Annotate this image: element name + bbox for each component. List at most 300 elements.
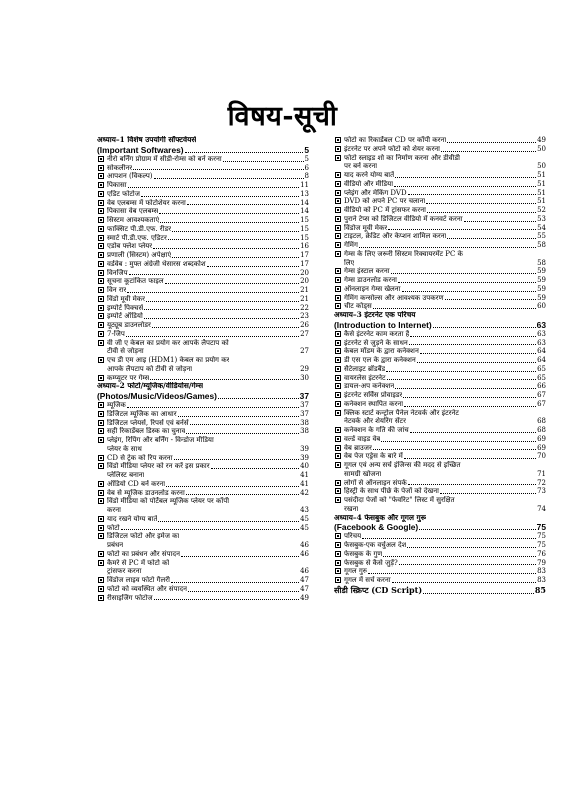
dot-leader bbox=[174, 459, 300, 460]
dot-leader bbox=[440, 493, 536, 494]
page-number: 65 bbox=[537, 373, 546, 382]
toc-entry-text: इंटरनेट पर अपने फोटो को शेयर करना bbox=[344, 144, 440, 153]
page-number: 27 bbox=[300, 329, 309, 338]
checkbox-bullet-icon bbox=[335, 216, 341, 222]
page-number: 66 bbox=[537, 382, 546, 391]
page-number: 64 bbox=[537, 356, 546, 364]
toc-entry-text: सूचना कूटांकित फाइल bbox=[107, 277, 164, 286]
toc-bullet-row bbox=[97, 339, 309, 348]
toc-bullet-row bbox=[97, 489, 309, 498]
toc-bullet-row bbox=[334, 267, 546, 276]
toc-bullet-row bbox=[334, 154, 546, 163]
dot-leader bbox=[168, 239, 299, 240]
page-number: 83 bbox=[537, 567, 546, 576]
page-number: 63 bbox=[537, 329, 546, 338]
toc-entry-text: फोटो का रिकार्डेबल CD पर कॉपी करना bbox=[344, 136, 447, 144]
page-number: 68 bbox=[537, 417, 546, 426]
checkbox-bullet-icon bbox=[335, 198, 341, 204]
toc-bullet-row bbox=[97, 524, 309, 533]
toc-bullet-row bbox=[334, 302, 546, 311]
page-number: 55 bbox=[537, 232, 546, 241]
page-number: 39 bbox=[300, 444, 309, 453]
page-number: 59 bbox=[537, 284, 546, 293]
page-number: 46 bbox=[300, 567, 309, 576]
checkbox-bullet-icon bbox=[335, 436, 341, 442]
toc-cont-row bbox=[334, 259, 546, 268]
toc-entry-text: फेसबुक के गुण bbox=[344, 549, 383, 558]
toc-bullet-row bbox=[97, 234, 309, 243]
toc-entry-text: सामग्री खोजना bbox=[344, 469, 382, 478]
dot-leader bbox=[152, 327, 299, 328]
checkbox-bullet-icon bbox=[98, 270, 104, 276]
page-number: 52 bbox=[537, 206, 546, 214]
dot-leader bbox=[417, 362, 536, 363]
page-number: 58 bbox=[537, 241, 546, 249]
toc-entry-text: इंटरनेट से जुड़ने के साधन bbox=[344, 338, 408, 347]
page-number: 21 bbox=[300, 286, 309, 294]
page-number: 37 bbox=[299, 391, 309, 401]
page-number: 63 bbox=[537, 338, 546, 347]
toc-entry-text: 7-जिप bbox=[107, 329, 125, 338]
checkbox-bullet-icon bbox=[98, 252, 104, 258]
toc-entry-text: अध्याय–2 फोटो/म्यूजिक/वीडियोस/गेम्स bbox=[97, 382, 204, 391]
toc-bullet-row bbox=[334, 276, 546, 285]
dot-leader bbox=[178, 416, 300, 417]
toc-bullet-row bbox=[97, 594, 309, 603]
page-number: 39 bbox=[300, 453, 309, 462]
page-number: 40 bbox=[300, 462, 309, 471]
dot-leader bbox=[395, 388, 536, 389]
checkbox-bullet-icon bbox=[98, 595, 104, 601]
toc-bullet-row bbox=[97, 207, 309, 216]
toc-entry-text: सैटेलाइट ब्रॉडबैंड bbox=[344, 364, 386, 373]
toc-bullet-row bbox=[97, 251, 309, 260]
toc-entry-text: क्लिक स्टार्ट कन्ट्रोल पैनेल नेटवर्क और इंटरनेट bbox=[344, 408, 459, 417]
checkbox-bullet-icon bbox=[335, 155, 341, 161]
dot-leader bbox=[373, 308, 536, 309]
toc-bullet-row bbox=[334, 250, 546, 259]
dot-leader bbox=[172, 231, 299, 232]
dot-leader bbox=[410, 432, 536, 433]
page-number: 49 bbox=[537, 136, 546, 144]
dot-leader bbox=[427, 212, 536, 213]
dot-leader bbox=[398, 282, 536, 283]
toc-entry-text: टीवी से जोड़ना bbox=[107, 347, 144, 356]
toc-bullet-row bbox=[97, 225, 309, 234]
checkbox-bullet-icon bbox=[98, 182, 104, 188]
toc-entry-text: (Photos/Music/Videos/Games) bbox=[97, 391, 217, 401]
page-number: 50 bbox=[537, 162, 546, 171]
checkbox-bullet-icon bbox=[98, 533, 104, 539]
dot-leader bbox=[391, 273, 536, 274]
page-number: 37 bbox=[300, 409, 309, 418]
toc-bullet-row bbox=[97, 356, 309, 365]
toc-cont-row bbox=[97, 445, 309, 454]
toc-cont-row bbox=[97, 567, 309, 576]
toc-entry-text: अध्याय–3 इंटरनेट एक परिचय bbox=[334, 311, 416, 319]
page-number: 47 bbox=[300, 576, 309, 584]
toc-entry-text: विंडोज लाइव फोटो गैलरी bbox=[107, 576, 170, 584]
checkbox-bullet-icon bbox=[98, 357, 104, 363]
toc-bullet-row bbox=[97, 304, 309, 313]
dot-leader bbox=[395, 177, 536, 178]
toc-entry-text: गेम्स इंस्टाल करना bbox=[344, 267, 390, 276]
checkbox-bullet-icon bbox=[98, 428, 104, 434]
checkbox-bullet-icon bbox=[98, 235, 104, 241]
dot-leader bbox=[407, 547, 536, 548]
page-number: 59 bbox=[537, 293, 546, 302]
checkbox-bullet-icon bbox=[335, 340, 341, 346]
toc-bullet-row bbox=[97, 559, 309, 568]
toc-cont-row bbox=[97, 365, 309, 374]
toc-bullet-row bbox=[334, 180, 546, 189]
dot-leader bbox=[368, 573, 536, 574]
dot-leader bbox=[186, 433, 299, 434]
page-number: 17 bbox=[300, 259, 309, 268]
dot-leader bbox=[402, 291, 537, 292]
toc-bullet-row bbox=[97, 401, 309, 410]
toc-entry-text: पसंदीदा पेजों को "फेवरिट" लिस्ट में सुरक्षित bbox=[344, 496, 455, 504]
checkbox-bullet-icon bbox=[98, 586, 104, 592]
dot-leader bbox=[160, 222, 299, 223]
checkbox-bullet-icon bbox=[98, 516, 104, 522]
toc-heading-row bbox=[334, 311, 546, 320]
toc-cont-row bbox=[97, 471, 309, 480]
checkbox-bullet-icon bbox=[98, 278, 104, 284]
toc-entry-text: चीट कोड्स bbox=[344, 302, 372, 311]
toc-entry-text: कैसे इंटरनेट काम करता है bbox=[344, 329, 410, 338]
page-number: 53 bbox=[537, 214, 546, 223]
checkbox-bullet-icon bbox=[335, 357, 341, 363]
page-number: 50 bbox=[537, 144, 546, 153]
checkbox-bullet-icon bbox=[335, 233, 341, 239]
page-number: 67 bbox=[537, 391, 546, 399]
toc-entry-text: गेमिंग कन्सोल्स और आवश्यक उपकरण bbox=[344, 293, 444, 302]
checkbox-bullet-icon bbox=[335, 577, 341, 583]
toc-cont-row bbox=[334, 417, 546, 426]
toc-entry-text: गूगल एवं अन्य सर्च इंजिन्स की मदद से इच्छित bbox=[344, 461, 461, 469]
dot-leader bbox=[420, 353, 536, 354]
toc-entry-text: विन रार bbox=[107, 286, 127, 294]
toc-heading-en-row bbox=[97, 145, 309, 155]
checkbox-bullet-icon bbox=[98, 340, 104, 346]
toc-bullet-row bbox=[334, 215, 546, 224]
checkbox-bullet-icon bbox=[98, 226, 104, 232]
checkbox-bullet-icon bbox=[98, 173, 104, 179]
page-number: 49 bbox=[300, 593, 309, 602]
checkbox-bullet-icon bbox=[98, 560, 104, 566]
dot-leader bbox=[386, 371, 536, 372]
toc-bullet-row bbox=[334, 400, 546, 409]
toc-entry-text: यूट्यूब डाउनलोडर bbox=[107, 321, 151, 329]
dot-leader bbox=[441, 151, 536, 152]
toc-entry-text: कम्प्यूटर पर गेम्स bbox=[107, 373, 150, 382]
dot-leader bbox=[362, 538, 536, 539]
checkbox-bullet-icon bbox=[335, 268, 341, 274]
dot-leader bbox=[133, 169, 303, 170]
toc-bullet-row bbox=[97, 321, 309, 330]
checkbox-bullet-icon bbox=[335, 488, 341, 494]
checkbox-bullet-icon bbox=[335, 295, 341, 301]
toc-bullet-row bbox=[334, 487, 546, 496]
toc-entry-text: आपशन (विकल्प) bbox=[107, 172, 153, 181]
toc-bullet-row bbox=[334, 232, 546, 241]
toc-entry-text: टाइटल, क्रेडिट और केप्शन शामिल करना bbox=[344, 232, 447, 241]
page-number: 85 bbox=[534, 584, 546, 595]
dot-leader bbox=[190, 424, 300, 425]
toc-entry-text: कनेक्शन के गति की जांच bbox=[344, 426, 409, 434]
toc-heading-en-row bbox=[97, 391, 309, 401]
toc-bullet-row bbox=[334, 444, 546, 453]
toc-entry-text: गूगल में सर्च करना bbox=[344, 576, 391, 584]
dot-leader bbox=[159, 213, 299, 214]
page-number: 83 bbox=[537, 576, 546, 584]
toc-bullet-row bbox=[97, 312, 309, 321]
checkbox-bullet-icon bbox=[98, 481, 104, 487]
toc-entry-text: पिकासा bbox=[107, 181, 127, 189]
page-number: 21 bbox=[300, 294, 309, 303]
toc-bullet-row bbox=[334, 356, 546, 365]
checkbox-bullet-icon bbox=[98, 525, 104, 531]
toc-entry-text: पिकासा वेब एलबम्स bbox=[107, 207, 159, 216]
dot-leader bbox=[445, 299, 537, 300]
toc-entry-text: याद रखने योग्य बातें bbox=[107, 514, 158, 523]
toc-entry-text: लिए bbox=[344, 258, 355, 267]
toc-entry-text: अध्याय–1 विशेष उपयोगी सॉफ्टवेयर्स bbox=[97, 136, 197, 144]
toc-bullet-row bbox=[97, 419, 309, 428]
toc-heading-en-row bbox=[334, 320, 546, 330]
toc-entry-text: फेसबुक से कैसे जुड़ें? bbox=[344, 558, 398, 567]
checkbox-bullet-icon bbox=[335, 146, 341, 152]
toc-heading-row bbox=[334, 514, 546, 523]
checkbox-bullet-icon bbox=[98, 305, 104, 311]
toc-bullet-row bbox=[334, 171, 546, 180]
page-number: 26 bbox=[300, 321, 309, 329]
dot-leader bbox=[433, 327, 536, 328]
dot-leader bbox=[409, 344, 536, 345]
page-number: 75 bbox=[537, 541, 546, 549]
toc-entry-text: गूगल गुरु bbox=[344, 567, 367, 576]
toc-entry-text: गेम्स डाउनलोड करना bbox=[344, 276, 397, 284]
page-title: विषय-सूची bbox=[227, 101, 338, 132]
toc-entry-text: पर बर्न करना bbox=[344, 162, 378, 171]
toc-bullet-row bbox=[97, 462, 309, 471]
checkbox-bullet-icon bbox=[98, 577, 104, 583]
dot-leader bbox=[447, 238, 536, 239]
dot-leader bbox=[154, 599, 300, 600]
toc-bullet-row bbox=[97, 532, 309, 541]
page-number: 14 bbox=[300, 198, 309, 207]
dot-leader bbox=[359, 247, 536, 248]
page-number: 16 bbox=[300, 242, 309, 251]
page-number: 37 bbox=[300, 401, 309, 409]
toc-bullet-row bbox=[97, 164, 309, 173]
page-number: 27 bbox=[300, 347, 309, 356]
checkbox-bullet-icon bbox=[98, 217, 104, 223]
page-number: 47 bbox=[300, 584, 309, 593]
toc-bullet-row bbox=[97, 277, 309, 286]
toc-heading-row bbox=[97, 382, 309, 391]
page-number: 42 bbox=[300, 488, 309, 497]
checkbox-bullet-icon bbox=[335, 286, 341, 292]
toc-cont-row bbox=[97, 506, 309, 515]
page-number: 15 bbox=[300, 224, 309, 233]
toc-bullet-row bbox=[334, 197, 546, 206]
checkbox-bullet-icon bbox=[98, 261, 104, 267]
checkbox-bullet-icon bbox=[98, 313, 104, 319]
toc-entry-text: ट्रांसफर करना bbox=[107, 567, 142, 576]
toc-bullet-row bbox=[334, 479, 546, 488]
dot-leader bbox=[408, 194, 537, 195]
page-number: 41 bbox=[300, 471, 309, 479]
checkbox-bullet-icon bbox=[98, 208, 104, 214]
toc-entry-text: प्रबंधन bbox=[107, 541, 124, 549]
page-number: 63 bbox=[536, 319, 546, 330]
page-number: 11 bbox=[300, 181, 309, 189]
toc-bullet-row bbox=[97, 436, 309, 445]
checkbox-bullet-icon bbox=[98, 551, 104, 557]
dot-leader bbox=[403, 397, 536, 398]
toc-entry-text: प्लेलिस्ट बनाना bbox=[107, 471, 145, 479]
dot-leader bbox=[399, 564, 536, 565]
dot-leader bbox=[447, 142, 536, 143]
toc-entry-text: ऑडियो CD बर्न करना bbox=[107, 479, 166, 488]
page-number: 51 bbox=[537, 179, 546, 188]
toc-bullet-row bbox=[334, 206, 546, 215]
dot-leader bbox=[388, 229, 536, 230]
checkbox-bullet-icon bbox=[98, 156, 104, 162]
toc-entry-text: सीडी स्क्रिप्ट (CD Script) bbox=[334, 584, 423, 595]
toc-entry-text: सोकलीनर bbox=[107, 163, 133, 172]
toc-bullet-row bbox=[334, 426, 546, 435]
toc-entry-text: रीसाइजिंग फोटोज bbox=[107, 593, 153, 602]
page-number: 5 bbox=[304, 144, 309, 155]
dot-leader bbox=[408, 484, 536, 485]
page-number: 45 bbox=[300, 514, 309, 523]
toc-entry-text: प्रणाली (सिस्टम) अपेक्षाएं bbox=[107, 251, 172, 259]
dot-leader bbox=[211, 468, 299, 469]
toc-entry-text: विनजिप bbox=[107, 268, 128, 277]
checkbox-bullet-icon bbox=[98, 375, 104, 381]
toc-entry-text: ऑनलाइन गेम्स खेलना bbox=[344, 284, 401, 293]
checkbox-bullet-icon bbox=[335, 462, 341, 468]
page-number: 8 bbox=[304, 172, 309, 181]
toc-entry-text: स्मार्ट पी.डी.एफ. एडिटर bbox=[107, 233, 167, 242]
dot-leader bbox=[144, 309, 299, 310]
toc-entry-text: रखना bbox=[344, 504, 359, 513]
checkbox-bullet-icon bbox=[335, 207, 341, 213]
page-number: 68 bbox=[537, 426, 546, 434]
page-number: 51 bbox=[537, 171, 546, 179]
dot-leader bbox=[127, 407, 299, 408]
toc-entry-text: आपके लैपटाप को टीवी से जोड़ना bbox=[107, 364, 193, 373]
toc-bullet-row bbox=[97, 330, 309, 339]
toc-entry-text: म्यूजिक bbox=[107, 401, 126, 409]
dot-leader bbox=[383, 556, 536, 557]
dot-leader bbox=[121, 529, 300, 530]
toc-entry-text: लोगों से ऑनलाइन संपर्क bbox=[344, 478, 407, 487]
dot-leader bbox=[410, 336, 536, 337]
toc-entry-text: (Introduction to Internet) bbox=[334, 319, 432, 330]
toc-entry-text: डिजिटल फोटो और इमेज का bbox=[107, 532, 180, 541]
checkbox-bullet-icon bbox=[335, 181, 341, 187]
page-number: 22 bbox=[300, 303, 309, 312]
checkbox-bullet-icon bbox=[335, 137, 341, 143]
page-number: 15 bbox=[300, 216, 309, 224]
checkbox-bullet-icon bbox=[335, 277, 341, 283]
toc-entry-text: सही रिकार्डेबल डिस्क का चुनाव bbox=[107, 427, 186, 436]
page-number: 69 bbox=[537, 443, 546, 452]
page-number: 71 bbox=[537, 469, 546, 478]
toc-bullet-row bbox=[334, 461, 546, 470]
checkbox-bullet-icon bbox=[98, 165, 104, 171]
toc-bullet-row bbox=[334, 365, 546, 374]
dot-leader bbox=[171, 582, 299, 583]
toc-bullet-row bbox=[97, 155, 309, 164]
page-number: 46 bbox=[300, 549, 309, 558]
toc-entry-text: गेमिंग bbox=[344, 241, 358, 249]
toc-entry-text: एडिट फोटोज bbox=[107, 189, 140, 198]
toc-entry-text: नेटवर्क और शेयरिंग सेंटर bbox=[344, 417, 406, 426]
dot-leader bbox=[185, 152, 304, 153]
checkbox-bullet-icon bbox=[335, 375, 341, 381]
dot-leader bbox=[128, 187, 300, 188]
checkbox-bullet-icon bbox=[335, 401, 341, 407]
toc-bullet-row bbox=[97, 550, 309, 559]
toc-entry-text: फोटो bbox=[107, 523, 120, 532]
toc-bullet-row bbox=[97, 216, 309, 225]
page-number: 75 bbox=[537, 532, 546, 541]
toc-bullet-row bbox=[334, 136, 546, 145]
dot-leader bbox=[464, 221, 537, 222]
toc-entry-text: करना bbox=[107, 506, 121, 514]
toc-entry-text: याद करने योग्य बातें bbox=[344, 171, 395, 179]
toc-entry-text: (Facebook & Google) bbox=[334, 522, 419, 533]
toc-bullet-row bbox=[334, 339, 546, 348]
dot-leader bbox=[126, 336, 299, 337]
dot-leader bbox=[394, 186, 536, 187]
toc-entry-text: वेब पेज एड्रेस के बारे में bbox=[344, 452, 403, 461]
toc-bullet-row bbox=[334, 224, 546, 233]
toc-entry-text: वीडियो को PC में ट्रांसफर करना bbox=[344, 206, 426, 214]
toc-bullet-row bbox=[97, 190, 309, 199]
toc-entry-text: डायल-अप कनेक्शन bbox=[344, 382, 395, 391]
toc-bullet-row bbox=[97, 295, 309, 304]
toc-entry-text: इम्पोर्ट ऑडियो bbox=[107, 312, 143, 321]
dot-leader bbox=[218, 398, 299, 399]
toc-bullet-row bbox=[97, 480, 309, 489]
page-number: 72 bbox=[537, 478, 546, 487]
toc-bullet-row bbox=[334, 409, 546, 418]
toc-bullet-row bbox=[334, 294, 546, 303]
checkbox-bullet-icon bbox=[335, 453, 341, 459]
dot-leader bbox=[426, 203, 536, 204]
checkbox-bullet-icon bbox=[335, 383, 341, 389]
toc-entry-text: विंडो मीडिया को पोर्टेबल म्यूजिक प्लेयर पर कॉपी bbox=[107, 497, 230, 506]
toc-entry-text: डिजिटल म्यूजिक का आधार bbox=[107, 409, 177, 418]
toc-bullet-row bbox=[97, 374, 309, 383]
toc-entry-text: वर्ल्ड वाइड वेब bbox=[344, 434, 381, 443]
toc-entry-text: गेम्स के लिए जरूरी सिस्टम रिक्वायरमेंट PC के bbox=[344, 249, 463, 258]
toc-heading-en-row bbox=[334, 522, 546, 532]
checkbox-bullet-icon bbox=[98, 455, 104, 461]
dot-leader bbox=[223, 161, 304, 162]
toc-bullet-row bbox=[97, 269, 309, 278]
checkbox-bullet-icon bbox=[335, 348, 341, 354]
toc-bullet-row bbox=[334, 145, 546, 154]
checkbox-bullet-icon bbox=[98, 420, 104, 426]
toc-entry-text: डिजिटल प्लेयर्स, रिपर्स एवं बर्नर्स bbox=[107, 418, 189, 427]
